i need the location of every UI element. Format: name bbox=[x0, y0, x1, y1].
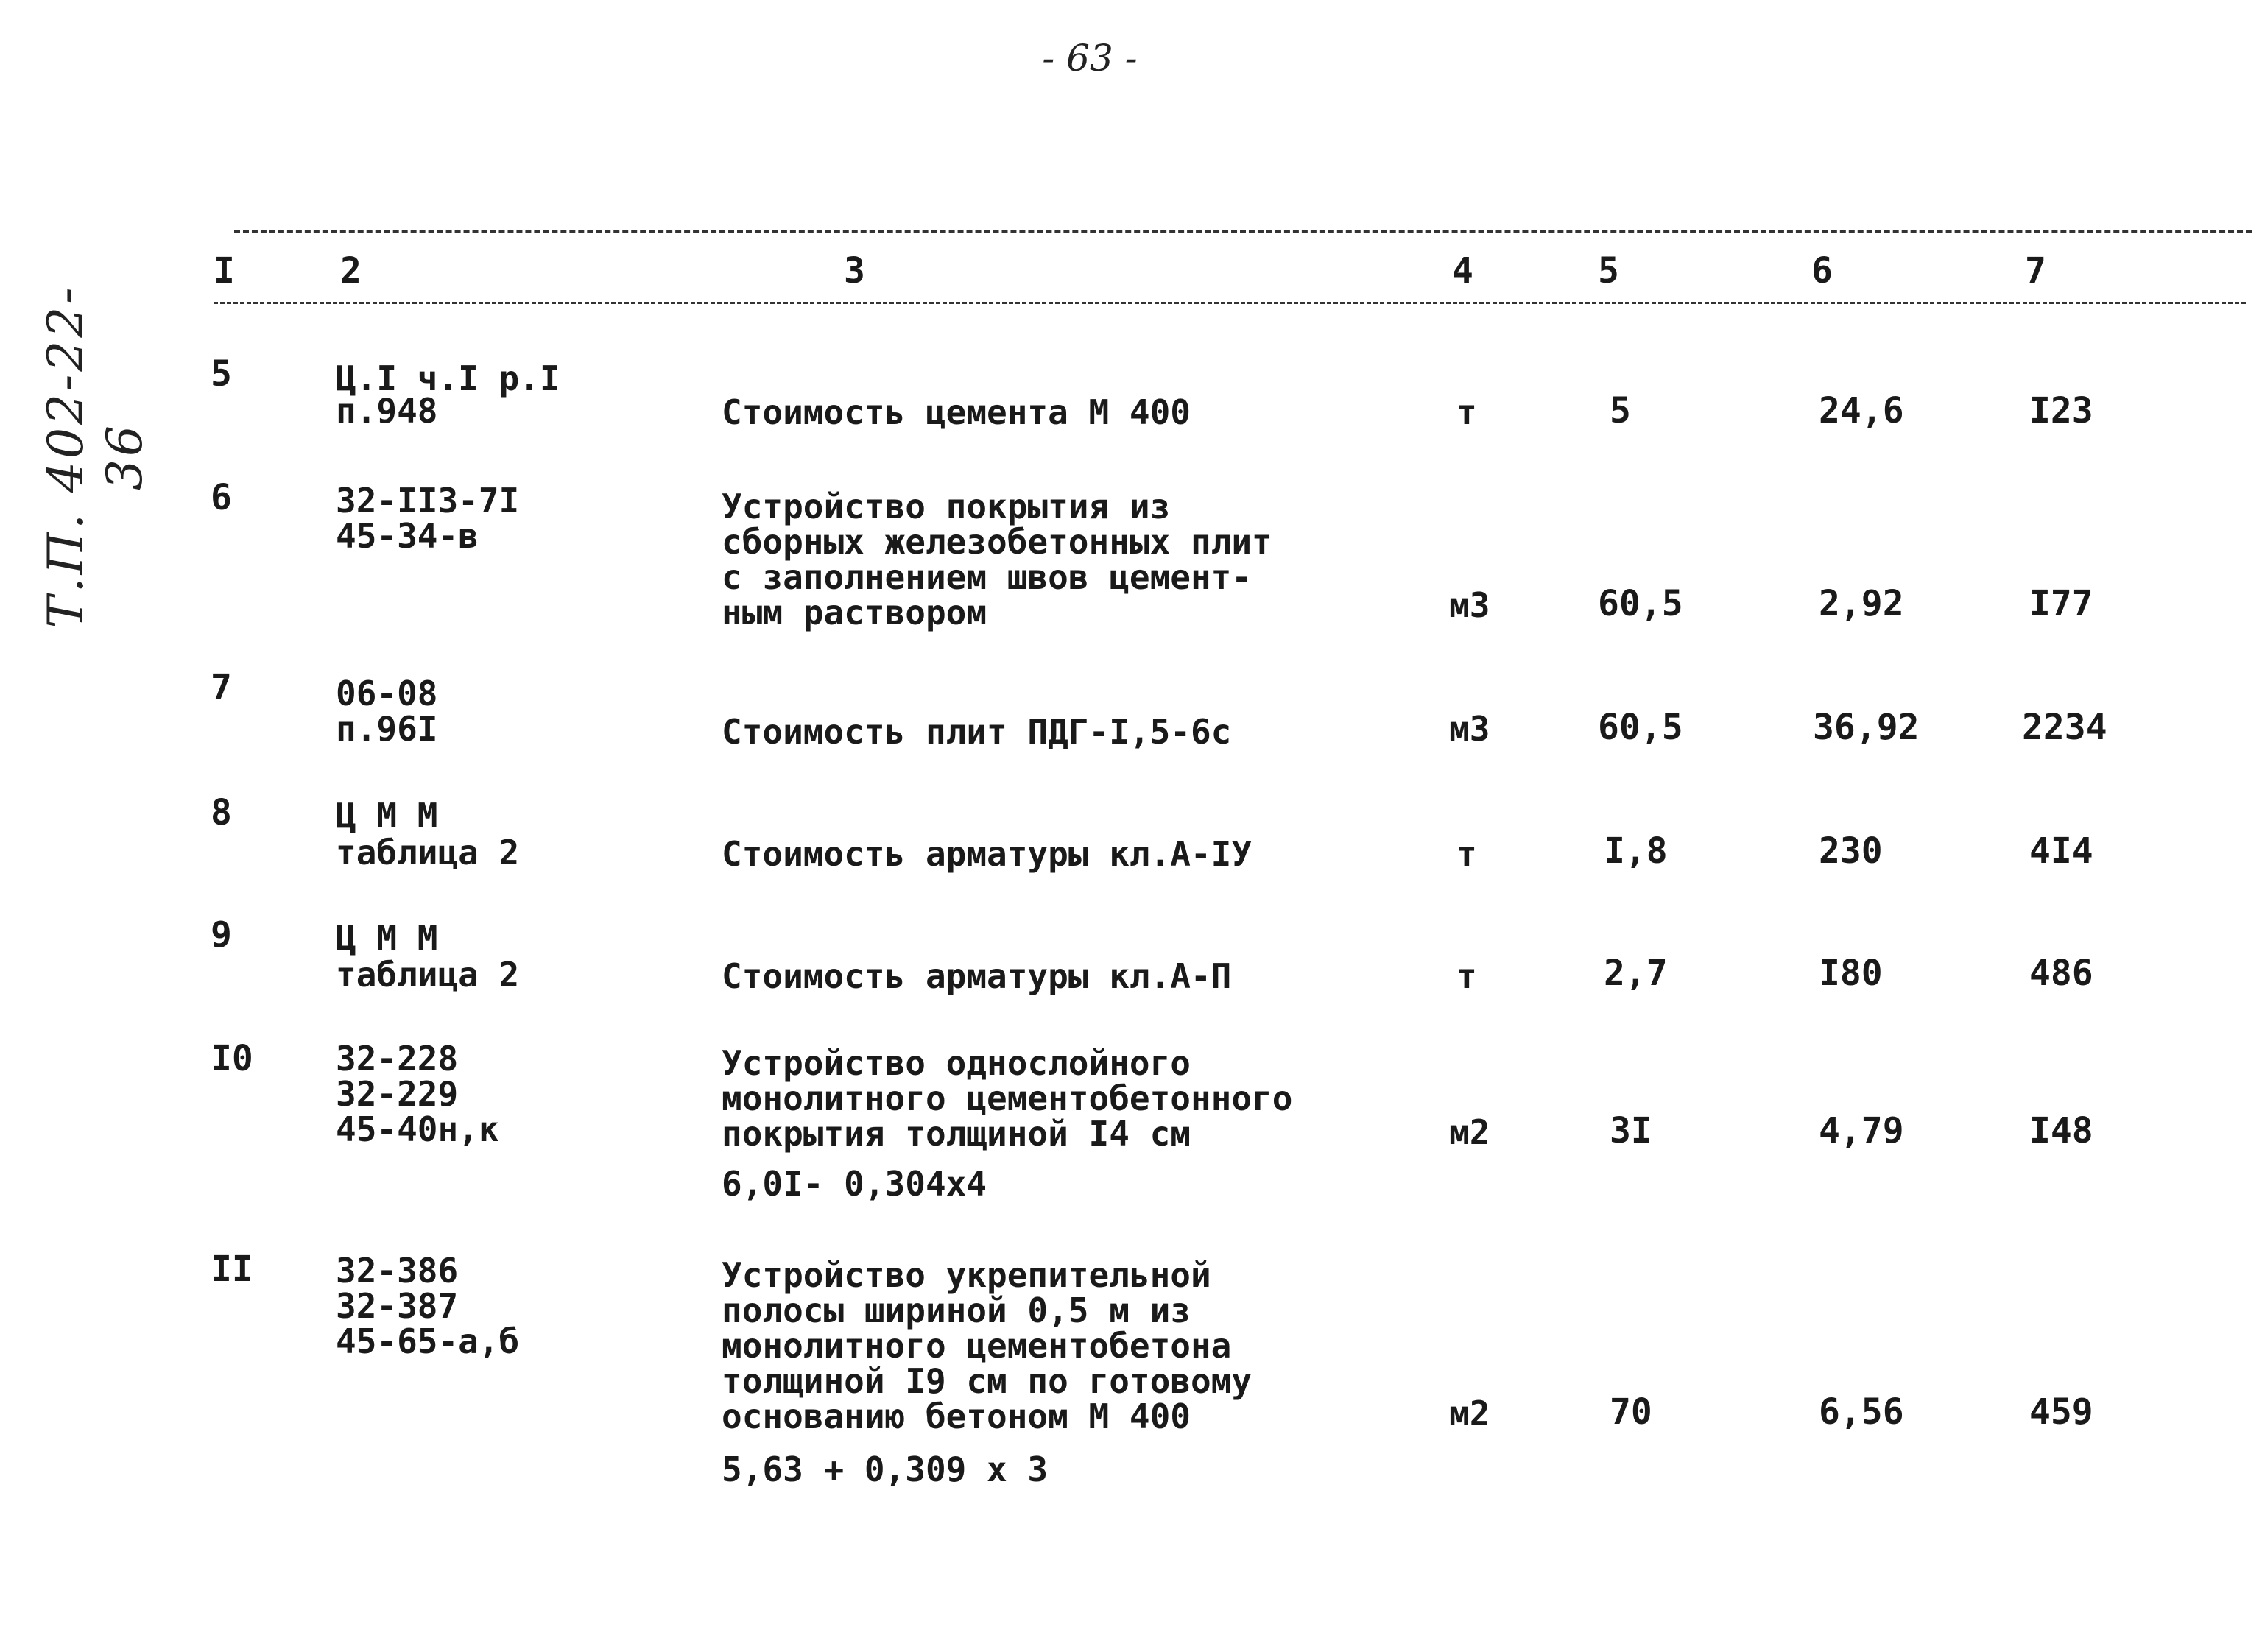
total-cell: 4I4 bbox=[2029, 830, 2093, 872]
page-number: - 63 - bbox=[1042, 37, 1138, 80]
reference-line: 45-40н,к bbox=[336, 1109, 499, 1149]
unit-price-cell: 36,92 bbox=[1813, 707, 1920, 748]
reference-line: 32-II3-7I bbox=[336, 481, 520, 520]
description-line: основанию бетоном М 400 bbox=[722, 1397, 1191, 1436]
reference-line: 06-08 bbox=[336, 674, 438, 713]
column-header-2: 2 bbox=[340, 250, 362, 292]
row-number: 7 bbox=[211, 667, 232, 708]
reference-line: таблица 2 bbox=[336, 955, 520, 995]
calculation-formula: 6,0I- 0,304х4 bbox=[722, 1164, 987, 1204]
quantity-cell: 60,5 bbox=[1598, 583, 1683, 624]
reference-line: Ц М М bbox=[336, 796, 438, 836]
row-number: 8 bbox=[211, 792, 232, 833]
column-header-7: 7 bbox=[2025, 250, 2046, 292]
reference-line: 32-229 bbox=[336, 1074, 459, 1114]
total-cell: 459 bbox=[2029, 1391, 2093, 1433]
unit-price-cell: 6,56 bbox=[1819, 1391, 1904, 1433]
reference-line: таблица 2 bbox=[336, 833, 520, 872]
total-cell: I77 bbox=[2029, 583, 2093, 624]
column-header-6: 6 bbox=[1811, 250, 1833, 292]
quantity-cell: 5 bbox=[1610, 390, 1631, 431]
header-bottom-rule bbox=[214, 302, 2246, 304]
description-line: Стоимость арматуры кл.А-П bbox=[722, 956, 1232, 996]
unit-price-cell: 24,6 bbox=[1819, 390, 1904, 431]
unit-cell: м2 bbox=[1449, 1112, 1490, 1152]
quantity-cell: 2,7 bbox=[1604, 953, 1668, 994]
reference-line: 32-387 bbox=[336, 1286, 459, 1326]
unit-cell: т bbox=[1456, 392, 1477, 432]
side-stamp: Т.П. 402-22-36 bbox=[38, 284, 153, 629]
unit-cell: м2 bbox=[1449, 1394, 1490, 1433]
reference-line: п.96I bbox=[336, 709, 438, 749]
unit-cell: т bbox=[1456, 956, 1477, 996]
reference-line: 45-65-а,б bbox=[336, 1321, 520, 1361]
total-cell: 486 bbox=[2029, 953, 2093, 994]
column-header-1: I bbox=[214, 250, 235, 292]
row-number: I0 bbox=[211, 1038, 253, 1079]
reference-line: Ц М М bbox=[336, 918, 438, 958]
row-number: 9 bbox=[211, 914, 232, 956]
quantity-cell: 60,5 bbox=[1598, 707, 1683, 748]
description-line: монолитного цементобетонного bbox=[722, 1079, 1293, 1118]
description-line: покрытия толщиной I4 см bbox=[722, 1114, 1191, 1154]
column-header-5: 5 bbox=[1598, 250, 1619, 292]
description-line: Устройство однослойного bbox=[722, 1043, 1191, 1083]
quantity-cell: 3I bbox=[1610, 1110, 1652, 1151]
reference-line: Ц.I ч.I р.I bbox=[336, 359, 560, 398]
description-line: Стоимость арматуры кл.А-IУ bbox=[722, 834, 1252, 874]
description-line: толщиной I9 см по готовому bbox=[722, 1361, 1252, 1401]
quantity-cell: 70 bbox=[1610, 1391, 1652, 1433]
description-line: полосы шириной 0,5 м из bbox=[722, 1291, 1191, 1330]
row-number: II bbox=[211, 1249, 253, 1290]
reference-line: 32-386 bbox=[336, 1251, 459, 1291]
total-cell: 2234 bbox=[2022, 707, 2107, 748]
column-header-3: 3 bbox=[844, 250, 865, 292]
unit-cell: т bbox=[1456, 834, 1477, 874]
description-line: монолитного цементобетона bbox=[722, 1326, 1232, 1366]
unit-cell: м3 bbox=[1449, 709, 1490, 749]
description-line: Стоимость плит ПДГ-I,5-6с bbox=[722, 712, 1232, 752]
table-top-rule bbox=[234, 230, 2252, 233]
reference-line: 45-34-в bbox=[336, 516, 479, 556]
description-line: Устройство укрепительной bbox=[722, 1255, 1211, 1295]
description-line: Устройство покрытия из bbox=[722, 487, 1171, 526]
unit-price-cell: 230 bbox=[1819, 830, 1883, 872]
unit-price-cell: I80 bbox=[1819, 953, 1883, 994]
calculation-formula: 5,63 + 0,309 х 3 bbox=[722, 1450, 1049, 1489]
total-cell: I23 bbox=[2029, 390, 2093, 431]
description-line: Стоимость цемента М 400 bbox=[722, 392, 1191, 432]
total-cell: I48 bbox=[2029, 1110, 2093, 1151]
quantity-cell: I,8 bbox=[1604, 830, 1668, 872]
description-line: сборных железобетонных плит bbox=[722, 522, 1272, 562]
unit-price-cell: 2,92 bbox=[1819, 583, 1904, 624]
unit-cell: м3 bbox=[1449, 585, 1490, 625]
column-header-4: 4 bbox=[1452, 250, 1473, 292]
unit-price-cell: 4,79 bbox=[1819, 1110, 1904, 1151]
reference-line: 32-228 bbox=[336, 1039, 459, 1079]
description-line: с заполнением швов цемент- bbox=[722, 557, 1252, 597]
row-number: 6 bbox=[211, 477, 232, 518]
description-line: ным раствором bbox=[722, 593, 987, 632]
reference-line: п.948 bbox=[336, 391, 438, 431]
row-number: 5 bbox=[211, 353, 232, 395]
